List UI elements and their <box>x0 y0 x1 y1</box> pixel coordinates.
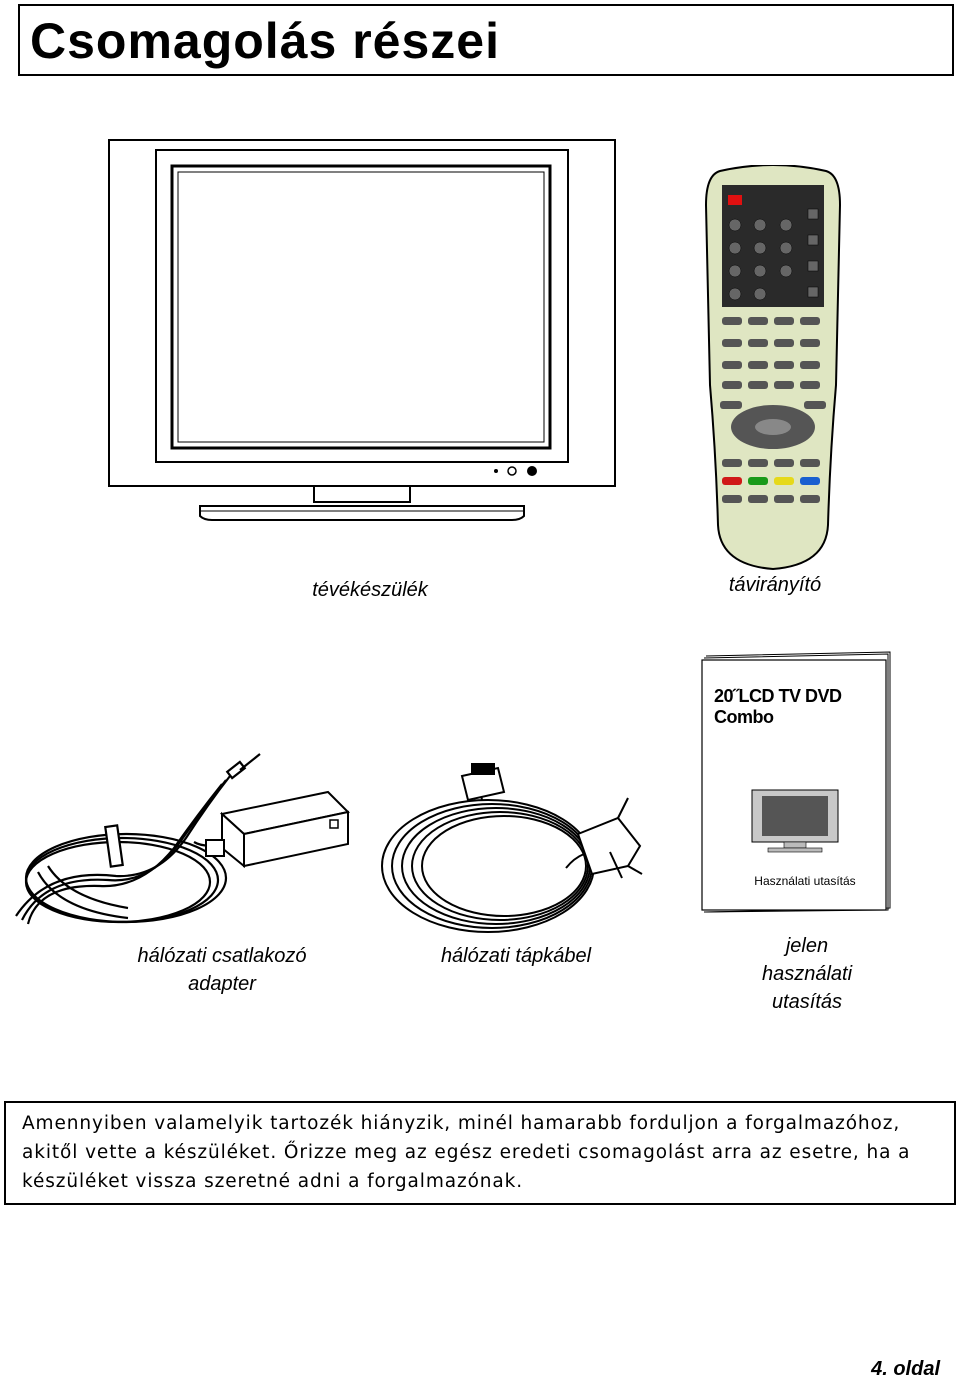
title-box <box>18 4 954 76</box>
caption-power-cable: hálózati tápkábel <box>440 945 592 967</box>
missing-accessory-notice: Amennyiben valamelyik tartozék hiányzik, minél hamarabb forduljon a forgalmazóhoz, akitől vette a készüléket. Őrizze meg az egész eredeti csomagolást arra az esetre, ha a készüléket vissza szeretné adni a forgalmazónak. <box>4 1101 956 1205</box>
manual-cover-footer: Használati utasítás <box>754 874 856 888</box>
adapter-illustration <box>8 748 350 938</box>
manual-cover-title: 20˝LCD TV DVD Combo <box>714 686 842 727</box>
caption-manual: jelen használati utasítás <box>761 935 853 1013</box>
page-title: Csomagolás részei <box>30 13 500 69</box>
manual-illustration <box>700 650 894 914</box>
page-number: 4. oldal <box>871 1358 940 1380</box>
power-cable-illustration <box>378 762 648 938</box>
tv-illustration <box>100 134 625 526</box>
caption-remote: távirányító <box>728 574 822 596</box>
caption-adapter: hálózati csatlakozó adapter <box>137 945 307 995</box>
caption-tv: tévékészülék <box>312 579 428 601</box>
remote-illustration <box>702 165 844 573</box>
